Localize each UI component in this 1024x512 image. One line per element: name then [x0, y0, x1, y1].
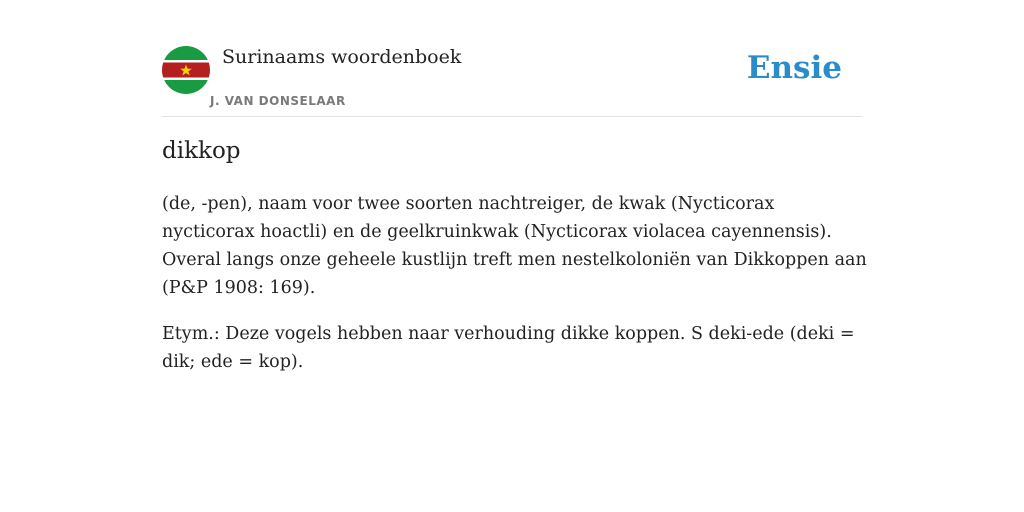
entry-etymology: Etym.: Deze vogels hebben naar verhouding dikke koppen. S deki-ede (deki = dik; ede = kop). [162, 324, 855, 372]
dictionary-author: J. VAN DONSELAAR [210, 94, 346, 108]
suriname-flag-icon [162, 46, 210, 94]
dictionary-title[interactable]: Surinaams woordenboek [222, 46, 462, 68]
entry-definition: (de, -pen), naam voor twee soorten nachtreiger, de kwak (Nycticorax nycticorax hoactli) en de geelkruinkwak (Nycticorax violacea cayennensis). Overal langs onze geheele kustlijn treft men nestelkoloniën van Dikkoppen aan (P&P 1908: 169). [162, 194, 867, 298]
dictionary-entry [162, 138, 868, 394]
entry-headword: dikkop [162, 138, 241, 164]
ensie-logo[interactable]: Ensie [746, 50, 842, 86]
dictionary-header [162, 46, 862, 117]
